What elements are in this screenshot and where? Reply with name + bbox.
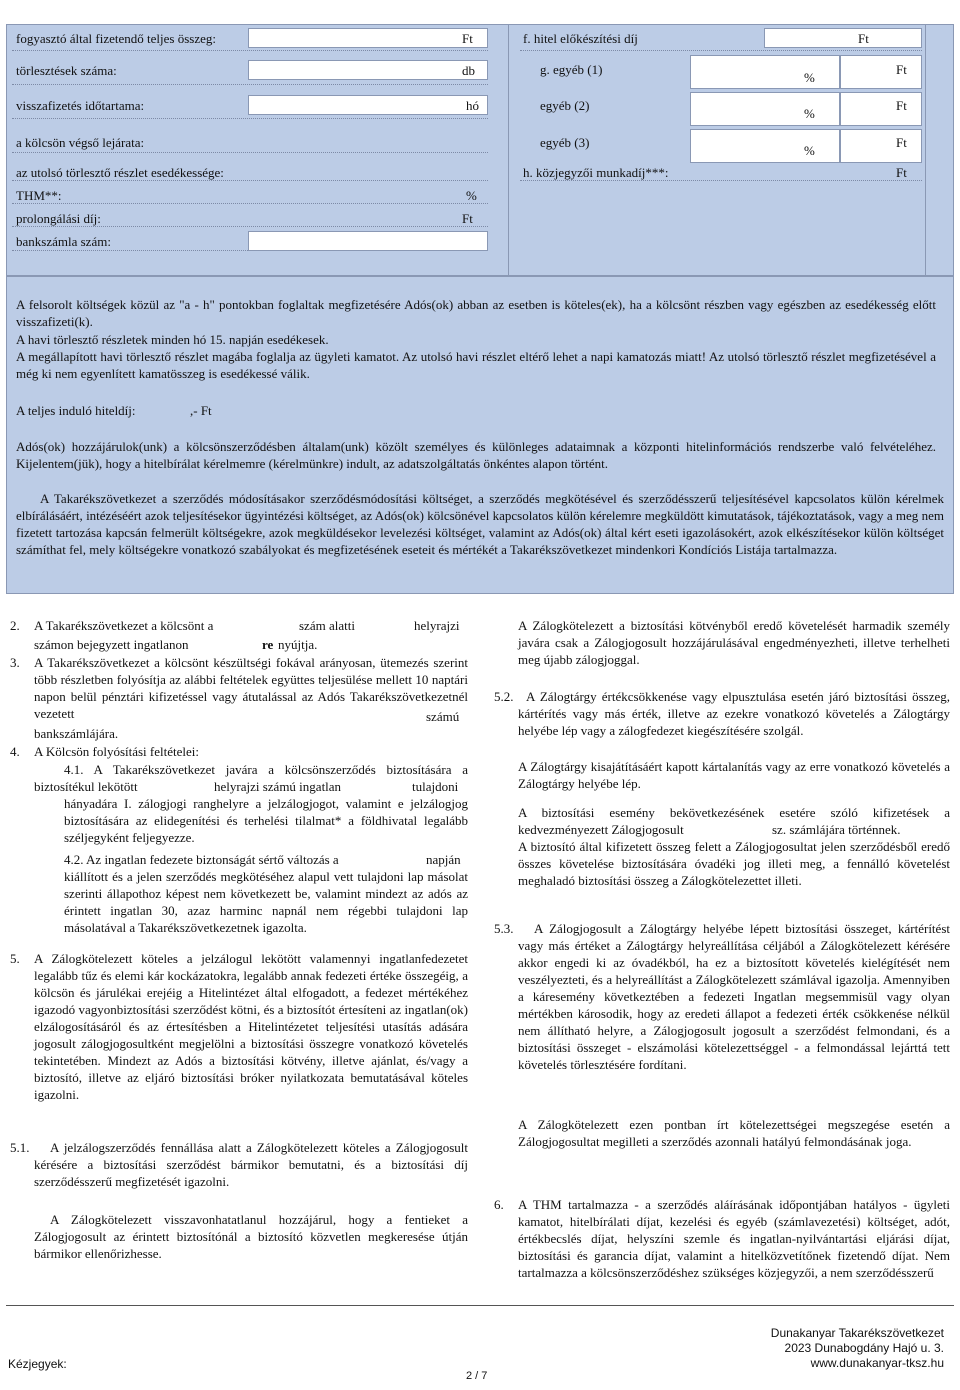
item-4-1-text-c: tulajdoni xyxy=(412,779,459,794)
top-right-edge xyxy=(925,24,926,276)
note-cost-obligation: A felsorolt költségek közül az "a - h" pontokban foglaltak megfizetésére Adós(ok) abban az esetben is köteles(ek), ha a kölcsönt részben vagy egészben az esedékesség előtt visszafizeti(k). xyxy=(16,297,936,329)
item-5-2-number: 5.2. xyxy=(494,689,514,704)
label-other1: g. egyéb (1) xyxy=(540,62,603,77)
label-total-fee: A teljes induló hiteldíj: xyxy=(16,403,136,418)
right-para-assignment: A Zálogkötelezett a biztosítási kötvényből eredő követelését harmadik személy javára csak a Zálogjogosult hozzájárulásával engedményezheti, illetve terhelheti meg újabb zálogjoggal. xyxy=(518,618,950,667)
item-2-number: 2. xyxy=(10,618,20,633)
item-3-text-b: számú xyxy=(426,709,460,724)
row-separator xyxy=(12,203,488,204)
item-2-text-b: szám alatti xyxy=(299,618,355,633)
label-thm: THM**: xyxy=(16,188,62,203)
item-6-text: A THM tartalmazza - a szerződés aláírásának időpontjában hatályos - ügyleti kamatot, hitelbírálati díjat, kezelési és egyéb (számlavezetési) költséget, adót, értékbecslés díjat, helyszíni szemle és ingatlan-nyilvántartási eljárási díjat, biztosítási és garancia díjat, valamint a hitelközvetítőnek fizetendő díjat. Nem tartalmazza a kölcsönszerződéshez szükséges közjegyzői, a nem szerződésszerű xyxy=(518,1197,950,1280)
label-last-installment: az utolsó törlesztő részlet esedékessége: xyxy=(16,165,224,180)
pct-other3: % xyxy=(804,143,815,158)
footer-page-number: 2 / 7 xyxy=(466,1370,488,1382)
item-4-2-text-b: napján xyxy=(426,852,461,867)
label-other2: egyéb (2) xyxy=(540,98,590,113)
item-4-1-text-d: hányadára I. zálogjogi ranghelyre a jelzálogjogot, valamint e jelzálogjog biztosítására az elidegenítési és terhelési tilalmat* a földhivatal legalább széljegyként feljegyezze. xyxy=(64,796,468,845)
item-5-3-text: A Zálogjogosult a Zálogtárgy helyébe lépett biztosítási összeget, kártérítést vagy más értéket a Zálogtárgy helyreállítása céljából a Zálogkötelezett kérésére akkor engedi ki az óvadékból, ha ez a biztosított követelés kielégítését nem veszélyezteti, és a helyreállítást a Zálogkötelezett számlával igazolja. Amennyiben a káresemény következtében a fedezeti Ingatlan megsemmisül vagy olyan mértékben károsodik, hogy az eredeti állapot a fedezeti érték csökkenése nélkül nem állítható helyre, a Zálogjogosult jogosult a szerződést felmondani, és a biztosítási összeget - elszámolási kötelezettséggel - a felmondással lejárttá tett követelés törlesztésére fordítani. xyxy=(518,921,950,1072)
item-5-2-text: A Zálogtárgy értékcsökkenése vagy elpusztulása esetén járó biztosítási összeg, kártérítés vagy más érték, illetve az ezekre vonatkozó követelés a Zálogtárgy helyébe lép vagy a zálogfedezet kiegészítésére szolgál. xyxy=(518,689,950,738)
item-4-2-text-c: kiállított és a jelen szerződés megkötéséhez alapul vett tulajdoni lap másolat szerinti állapothoz képest nem következett be, valamint mindezt az adós az érintett ingatlan 30, azaz harminc napnál nem régebbi tulajdoni lap másolatával a Takarékszövetkezetnek igazolta. xyxy=(64,869,468,935)
field-prep-fee[interactable] xyxy=(764,28,922,48)
field-bank-account[interactable] xyxy=(248,231,488,251)
row-separator xyxy=(12,152,488,153)
label-other3: egyéb (3) xyxy=(540,135,590,150)
unit-thm: % xyxy=(466,188,477,203)
unit-prolongation: Ft xyxy=(462,211,473,226)
field-other1-pct[interactable] xyxy=(690,55,840,89)
unit-other2: Ft xyxy=(896,98,907,113)
right-para-payout-a: A biztosítási esemény bekövetkezésének esetére szóló kifizetések a kedvezményezett Zálogjogosult xyxy=(518,805,950,837)
value-total-fee: ,- Ft xyxy=(190,403,212,418)
note-due-date: A havi törlesztő részletek minden hó 15. napján esedékesek. xyxy=(16,332,329,347)
item-5-1-number: 5.1. xyxy=(10,1140,30,1155)
field-total-amount[interactable] xyxy=(248,28,488,48)
field-other2-ft[interactable] xyxy=(840,92,922,126)
item-2-text-a: A Takarékszövetkezet a kölcsönt a xyxy=(34,618,214,633)
unit-total-amount: Ft xyxy=(462,31,473,46)
row-separator xyxy=(12,118,488,119)
label-duration: visszafizetés időtartama: xyxy=(16,98,145,113)
unit-prep-fee: Ft xyxy=(858,31,869,46)
top-divider xyxy=(508,24,509,276)
note-extra-costs: A Takarékszövetkezet a szerződés módosításakor szerződésmódosítási költséget, a szerződés megkötésével és szerződésszerű teljesítésével kapcsolatos külön kérelmek elbírálásáért, intézéséért azok teljesítésekor ügyintézési költséget, az Adós(ok) kölcsönével kapcsolatos külön kérelemre megküldött kimutatások, tájékoztatások, vagy a meg nem fizetett tartozása kapcsán felmerült költségekre, azok megküldésekor levelezési költséget, valamint az Adós(ok) által kért eseti igazolásokért, azok elkészítésekor külön költséget számíthat fel, mely költségekre vonatkozó szabályokat és megfizetésének eseteit és mértékét a Takarékszövetkezet mindenkori Kondíciós Listája tartalmazza. xyxy=(16,491,944,557)
unit-other1: Ft xyxy=(896,62,907,77)
unit-duration: hó xyxy=(466,98,479,113)
footer-address: 2023 Dunabogdány Hajó u. 3. xyxy=(784,1341,944,1355)
unit-notary-fee: Ft xyxy=(896,165,907,180)
item-3-text: A Takarékszövetkezet a kölcsönt készültségi fokával arányosan, ütemezés szerint több részletben folyósítja az alábbi feltételek együttes teljesülése mellett 10 naptári napon belül pénztári kifizetéssel vagy átutalással az Adós Takarékszövetkezetnél vezetett xyxy=(34,655,468,721)
unit-installments: db xyxy=(462,63,475,78)
label-total-amount: fogyasztó által fizetendő teljes összeg: xyxy=(16,31,216,46)
item-5-1-text: A jelzálogszerződés fennállása alatt a Zálogkötelezett köteles a Zálogjogosult kérésére a biztosítási szerződést bármikor bemutatni, és a biztosítási díj szerződésszerű megfizetését igazolni. xyxy=(34,1140,468,1189)
footer-rule xyxy=(6,1305,954,1306)
item-3-number: 3. xyxy=(10,655,20,670)
item-2-text-c: helyrajzi xyxy=(414,618,460,633)
footer-initials-label: Kézjegyek: xyxy=(8,1357,67,1371)
item-4-2-text-a: 4.2. Az ingatlan fedezete biztonságát sértő változás a xyxy=(64,852,339,867)
item-3-text-c: bankszámlájára. xyxy=(34,726,119,741)
right-para-payout-c: A biztosító által kifizetett összeg felett a Zálogjogosultat jelen szerződésből eredő összes követelése biztosítására óvadéki jog illeti meg, a fennálló követelést meghaladó biztosítási összeg a Zálogkötelezettet illeti. xyxy=(518,839,950,888)
item-4-1-text-a: 4.1. A Takarékszövetkezet javára a kölcsönszerződés biztosítására a biztosítékul lekötött xyxy=(34,762,468,794)
field-other1-ft[interactable] xyxy=(840,55,922,89)
pct-other1: % xyxy=(804,70,815,85)
label-prolongation: prolongálási díj: xyxy=(16,211,101,226)
label-bank-account: bankszámla szám: xyxy=(16,234,111,249)
item-5-3-number: 5.3. xyxy=(494,921,514,936)
unit-other3: Ft xyxy=(896,135,907,150)
field-other3-pct[interactable] xyxy=(690,129,840,163)
item-4-number: 4. xyxy=(10,744,20,759)
item-4-text: A Kölcsön folyósítási feltételei: xyxy=(34,744,199,759)
footer-website[interactable]: www.dunakanyar-tksz.hu xyxy=(810,1356,944,1370)
item-6-number: 6. xyxy=(494,1197,504,1212)
item-2-text-f: nyújtja. xyxy=(278,637,318,652)
label-final-maturity: a kölcsön végső lejárata: xyxy=(16,135,145,150)
note-data-consent: Adós(ok) hozzájárulok(unk) a kölcsönszerződésben általam(unk) közölt személyes és különleges adataimnak a központi hitelinformációs rendszerbe való felvételéhez. Kijelentem(jük), hogy a hitelbírálat kérelmemre (kérelmünkre) indult, az adatszolgáltatás önkéntes alapon történt. xyxy=(16,439,936,471)
footer-company: Dunakanyar Takarékszövetkezet xyxy=(770,1326,944,1340)
label-prep-fee: f. hitel előkészítési díj xyxy=(523,31,638,46)
item-4-1-text-b: helyrajzi számú ingatlan xyxy=(214,779,342,794)
field-duration[interactable] xyxy=(248,95,488,115)
field-other2-pct[interactable] xyxy=(690,92,840,126)
field-installments[interactable] xyxy=(248,60,488,80)
item-5-number: 5. xyxy=(10,951,20,966)
row-separator xyxy=(12,50,488,51)
item-2-text-e: re xyxy=(262,637,274,652)
row-separator xyxy=(12,250,248,251)
pct-other2: % xyxy=(804,106,815,121)
right-para-payout-b: sz. számlájára történnek. xyxy=(772,822,901,837)
right-para-termination: A Zálogkötelezett ezen pontban írt kötelezettségei megszegése esetén a Zálogjogosultat megilleti a szerződés azonnali hatályú felmondásának joga. xyxy=(518,1117,950,1149)
item-2-text-d: számon bejegyzett ingatlanon xyxy=(34,637,189,652)
item-5-text: A Zálogkötelezett köteles a jelzálogul lekötött valamennyi ingatlanfedezetet legalább tűz és elemi kár kockázatokra, legalább annak fedezeti értéke összegéig, a kölcsön és járulékai erejéig a Hitelintézet által elfogadott, a fedezet mértékéhez igazodó vagyonbiztosítási szerződést kötni, és a biztosítót értesíteni az ingatlan(ok) elzálogosításáról és az értesítésben a Hitelintézetet teljesítési utasítás adására jogosult zálogjogosultként megjelölni a biztosítási összegre vonatkozó követelés tekintetében. Mindezt az Adós a biztosítási kötvény, illetve ajánlat, és/vagy a biztosító, illetve az eljáró biztosítási bróker nyilatkozata bemutatásával köteles igazolni. xyxy=(34,951,468,1102)
right-para-expropriation: A Zálogtárgy kisajátításáért kapott kártalanítás vagy az erre vonatkozó követelés a Zálogtárgy helyébe lép. xyxy=(518,759,950,791)
row-separator xyxy=(520,50,922,51)
row-separator xyxy=(12,84,488,85)
item-5-1-text-b: A Zálogkötelezett visszavonhatatlanul hozzájárul, hogy a fentieket a Zálogjogosult az érintett biztosítónál a biztosító közvetlen megkeresése útján bármikor ellenőrizhesse. xyxy=(34,1212,468,1261)
note-installment-interest: A megállapított havi törlesztő részlet magába foglalja az ügyleti kamatot. Az utolsó havi részlet eltérő lehet a napi kamatozás miatt! Az utolsó törlesztő részlet megfizetésével a még ki nem egyenlített kamatösszeg is esedékessé válik. xyxy=(16,349,936,381)
label-notary-fee: h. közjegyzői munkadíj***: xyxy=(523,165,669,180)
label-installments: törlesztések száma: xyxy=(16,63,117,78)
field-other3-ft[interactable] xyxy=(840,129,922,163)
